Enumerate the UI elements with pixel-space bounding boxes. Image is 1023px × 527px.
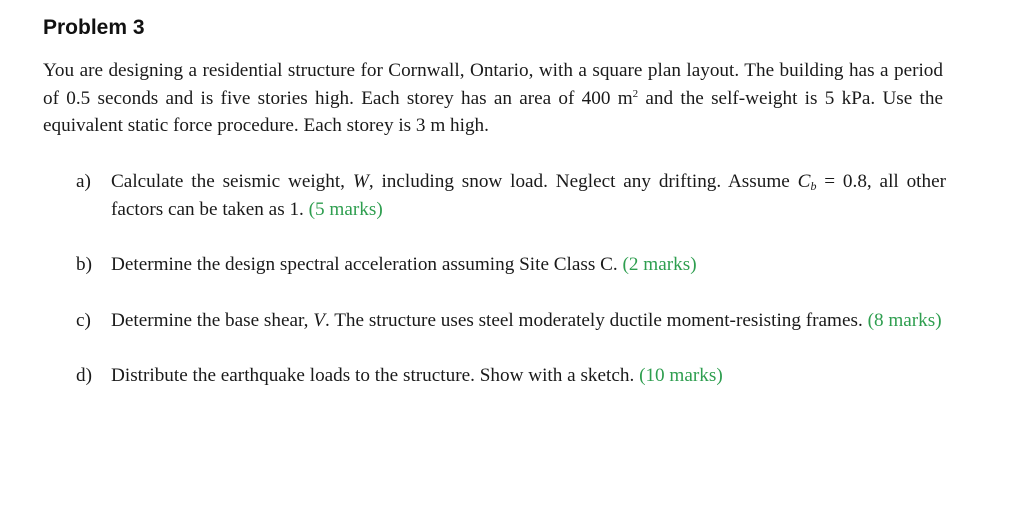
- marks-label: (5 marks): [308, 198, 383, 220]
- question-list: [76, 168, 946, 390]
- question-a: [76, 168, 946, 223]
- question-text: [111, 168, 946, 223]
- question-letter: a): [76, 171, 91, 192]
- intro-text-part2: and the self-weight is 5 kPa. Use the equivalent static force procedure. Each storey is 3 m high.: [43, 87, 943, 136]
- question-text-segment: . The structure uses steel moderately ductile moment-resisting frames.: [324, 309, 868, 331]
- problem-title: Problem 3: [43, 16, 145, 39]
- variable-v: V: [313, 309, 325, 331]
- question-letter: c): [76, 309, 91, 331]
- marks-label: (10 marks): [639, 365, 723, 386]
- variable-c: C: [797, 171, 811, 192]
- variable-c-subscript: b: [810, 179, 817, 193]
- question-text: [111, 307, 946, 335]
- question-text-segment: = 0.8, all other factors can be taken as 1.: [111, 171, 946, 220]
- marks-label: (8 marks): [867, 309, 942, 331]
- area-exponent: 2: [632, 87, 639, 100]
- question-text-segment: Determine the design spectral acceleration assuming Site Class C.: [111, 254, 623, 275]
- question-d: [76, 362, 946, 390]
- question-letter: b): [76, 254, 92, 275]
- question-text: [111, 251, 946, 279]
- variable-w: W: [352, 171, 369, 192]
- question-text-segment: , including snow load. Neglect any drifting. Assume: [368, 171, 798, 192]
- question-text: [111, 362, 946, 390]
- question-text-segment: Determine the base shear,: [111, 309, 314, 331]
- question-b: [76, 251, 946, 279]
- marks-label: (2 marks): [622, 254, 697, 275]
- question-c: [76, 307, 946, 335]
- intro-text-part1: You are designing a residential structure for Cornwall, Ontario, with a square plan layout. The building has a period of 0.5 seconds and is five stories high. Each storey has an area of 400 m: [43, 60, 943, 109]
- question-text-segment: Distribute the earthquake loads to the structure. Show with a sketch.: [111, 365, 640, 386]
- question-text-segment: Calculate the seismic weight,: [111, 171, 353, 192]
- question-letter: d): [76, 365, 92, 386]
- problem-intro: [43, 57, 943, 140]
